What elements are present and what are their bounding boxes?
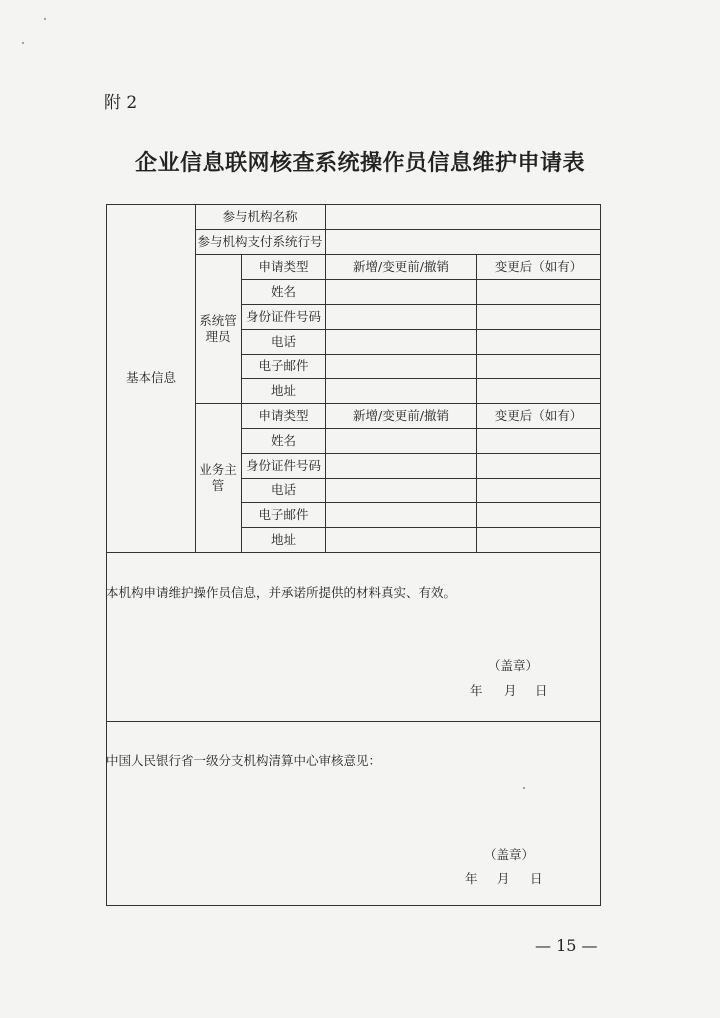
email-label: 电子邮件 — [258, 358, 309, 374]
review-text: 中国人民银行省一级分支机构清算中心审核意见： — [106, 753, 382, 768]
page-title: 企业信息联网核查系统操作员信息维护申请表 — [134, 150, 585, 176]
basic-info-label: 基本信息 — [125, 370, 176, 386]
declaration-day: 日 — [535, 683, 548, 698]
review-month: 月 — [497, 871, 510, 886]
review-day: 日 — [530, 871, 543, 886]
name-label: 姓名 — [270, 283, 296, 299]
payment-code-value[interactable] — [326, 230, 600, 254]
declaration-seal: （盖章） — [488, 658, 539, 673]
apply-type-label: 申请类型 — [258, 407, 309, 423]
address-label: 地址 — [270, 531, 296, 547]
page-number: — 15 — — [535, 936, 598, 955]
business-manager-group-label — [195, 404, 241, 552]
apply-type-label: 申请类型 — [258, 258, 309, 274]
declaration-year: 年 — [470, 683, 483, 698]
grid-line — [107, 721, 600, 722]
attachment-label: 附 2 — [104, 93, 138, 113]
review-seal: （盖章） — [484, 847, 535, 862]
scan-speck — [44, 18, 46, 20]
phone-label: 电话 — [270, 333, 296, 349]
review-year: 年 — [465, 871, 478, 886]
after-change-header: 变更后（如有） — [494, 407, 583, 423]
grid-line — [107, 552, 600, 553]
group-label-line: 系统管 — [199, 312, 237, 328]
system-admin-group-label — [195, 255, 241, 403]
phone-label: 电话 — [270, 482, 296, 498]
group-label-line: 理员 — [205, 329, 231, 344]
id-number-label: 身份证件号码 — [245, 457, 321, 473]
declaration-text: 本机构申请维护操作员信息，并承诺所提供的材料真实、有效。 — [106, 585, 457, 600]
institution-name-value[interactable] — [326, 205, 600, 229]
group-label-line: 管 — [211, 478, 225, 493]
name-label: 姓名 — [270, 432, 296, 448]
payment-code-label: 参与机构支付系统行号 — [197, 233, 323, 249]
declaration-month: 月 — [504, 683, 517, 698]
before-change-header: 新增/变更前/撤销 — [353, 258, 449, 274]
address-label: 地址 — [270, 382, 296, 398]
scan-speck — [22, 42, 24, 44]
group-label-line: 业务主 — [199, 461, 237, 477]
after-change-header: 变更后（如有） — [494, 258, 583, 274]
id-number-label: 身份证件号码 — [245, 308, 321, 324]
institution-name-label: 参与机构名称 — [222, 208, 298, 224]
before-change-header: 新增/变更前/撤销 — [353, 407, 449, 423]
email-label: 电子邮件 — [258, 506, 309, 522]
application-form-table — [106, 204, 601, 906]
